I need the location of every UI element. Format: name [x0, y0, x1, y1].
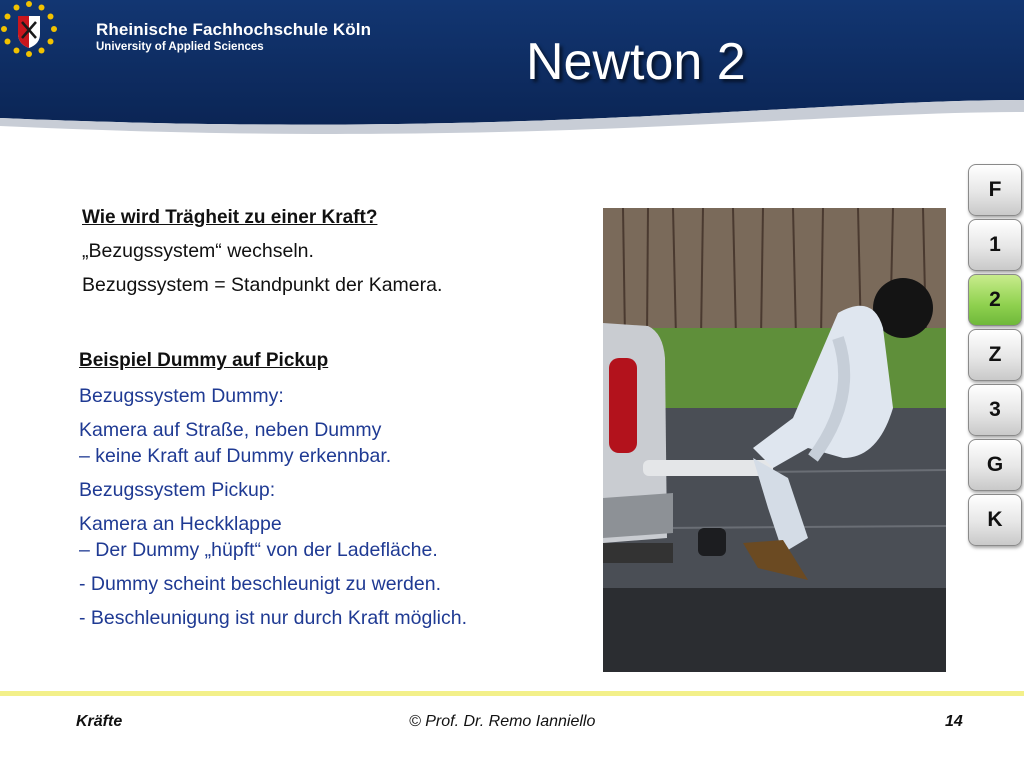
footer-topic: Kräfte	[76, 713, 123, 730]
text-line: „Bezugssystem“ wechseln.	[82, 240, 314, 262]
nav-button-g[interactable]: G	[968, 439, 1022, 491]
nav-button-z[interactable]: Z	[968, 329, 1022, 381]
text-line: – keine Kraft auf Dummy erkennbar.	[79, 445, 392, 467]
footer-divider	[0, 691, 1024, 696]
text-line: Kamera auf Straße, neben Dummy	[79, 419, 382, 441]
text-line: Bezugssystem Pickup:	[79, 479, 276, 501]
question-heading: Wie wird Trägheit zu einer Kraft?	[82, 207, 378, 228]
institution-name: Rheinische Fachhochschule Köln	[96, 20, 372, 39]
institution-subtitle: University of Applied Sciences	[96, 41, 264, 53]
example-heading: Beispiel Dummy auf Pickup	[79, 350, 329, 371]
nav-button-1[interactable]: 1	[968, 219, 1022, 271]
nav-button-2[interactable]: 2	[968, 274, 1022, 326]
university-logo	[0, 0, 58, 58]
page-number: 14	[945, 713, 963, 730]
dummy-pickup-photo	[603, 208, 946, 672]
header-band	[0, 0, 1024, 135]
text-line: – Der Dummy „hüpft“ von der Ladefläche.	[79, 539, 438, 561]
nav-button-f[interactable]: F	[968, 164, 1022, 216]
footer-author: © Prof. Dr. Remo Ianniello	[409, 713, 596, 730]
text-line: - Beschleunigung ist nur durch Kraft möglich.	[79, 607, 468, 629]
nav-button-k[interactable]: K	[968, 494, 1022, 546]
text-line: - Dummy scheint beschleunigt zu werden.	[79, 573, 441, 595]
slide-title: Newton 2	[526, 33, 746, 91]
text-line: Kamera an Heckklappe	[79, 513, 282, 535]
text-line: Bezugssystem = Standpunkt der Kamera.	[82, 274, 443, 296]
nav-button-3[interactable]: 3	[968, 384, 1022, 436]
text-line: Bezugssystem Dummy:	[79, 385, 284, 407]
